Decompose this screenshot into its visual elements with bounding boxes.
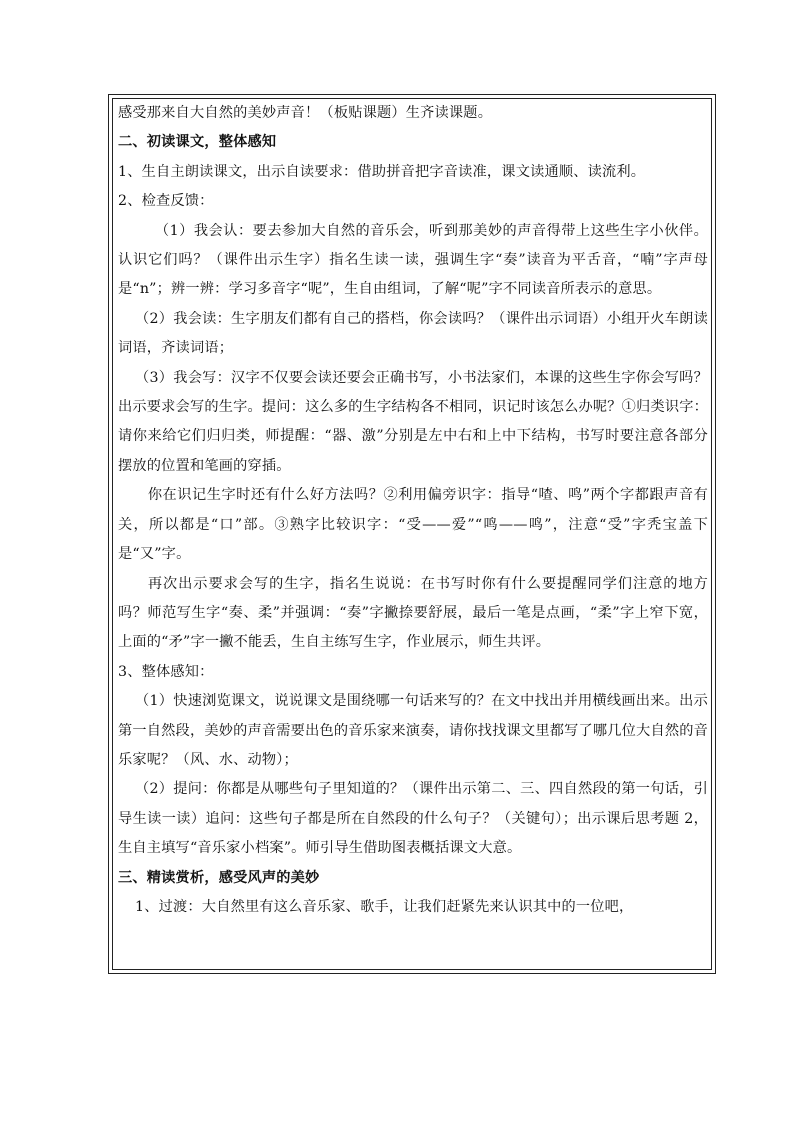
- paragraph: （3）我会写：汉字不仅要会读还要会正确书写，小书法家们，本课的这些生字你会写吗？出示要求会写的生字。提问：这么多的生字结构各不相同，识记时该怎么办呢？①归类识字：请你来给它们归归类，师提醒：“器、激”分别是左中右和上中下结构，书写时要注意各部分摆放的位置和笔画的穿插。: [118, 369, 708, 474]
- paragraph: 再次出示要求会写的生字，指名生说说：在书写时你有什么要提醒同学们注意的地方吗？师范写生字“奏、柔”并强调：“奏”字撇捺要舒展，最后一笔是点画，“柔”字上窄下宽，上面的“矛”字一撇不能丢，生自主练写生字，作业展示，师生共评。: [118, 575, 708, 651]
- section-heading: 二、初读课文，整体感知: [118, 134, 277, 151]
- paragraph: （1）快速浏览课文，说说课文是围绕哪一句话来写的？在文中找出并用横线画出来。出示第一自然段，美妙的声音需要出色的音乐家来演奏，请你找找课文里都写了哪几位大自然的音乐家呢？（风、水、动物）；: [118, 693, 708, 768]
- paragraph: （2）我会读：生字朋友们都有自己的搭档，你会读吗？（课件出示词语）小组开火车朗读词语，齐读词语；: [118, 310, 708, 357]
- paragraph: （2）提问：你都是从哪些句子里知道的？（课件出示第二、三、四自然段的第一句话，引导生读一读）追问：这些句子都是所在自然段的什么句子？（关键句）；出示课后思考题 2，生自主填写“音乐家小档案”。师引导生借助图表概括课文大意。: [118, 781, 708, 857]
- document-body: [118, 99, 708, 922]
- paragraph: （1）我会认：要去参加大自然的音乐会，听到那美妙的声音得带上这些生字小伙伴。认识它们吗？（课件出示生字）指名生读一读，强调生字“奏”读音为平舌音，“喃”字声母是“n”；辨一辨：学习多音字“呢”，生自由组词，了解“呢”字不同读音所表示的意思。: [118, 222, 708, 298]
- section-heading: 三、精读赏析，感受风声的美妙: [118, 869, 320, 886]
- paragraph: 1、过渡：大自然里有这么音乐家、歌手，让我们赶紧先来认识其中的一位吧，: [135, 898, 634, 915]
- paragraph: 感受那来自大自然的美妙声音！（板贴课题）生齐读课题。: [118, 105, 493, 121]
- paragraph: 2、检查反馈：: [118, 193, 214, 210]
- paragraph: 1、生自主朗读课文，出示自读要求：借助拼音把字音读准，课文读通顺、读流利。: [118, 163, 646, 180]
- paragraph: 3、整体感知：: [118, 663, 214, 680]
- paragraph: 你在识记生字时还有什么好方法吗？②利用偏旁识字：指导“喳、鸣”两个字都跟声音有关，所以都是“口”部。③熟字比较识字：“受——爱”“鸣——鸣”，注意“受”字秃宝盖下是“又”字。: [118, 487, 708, 563]
